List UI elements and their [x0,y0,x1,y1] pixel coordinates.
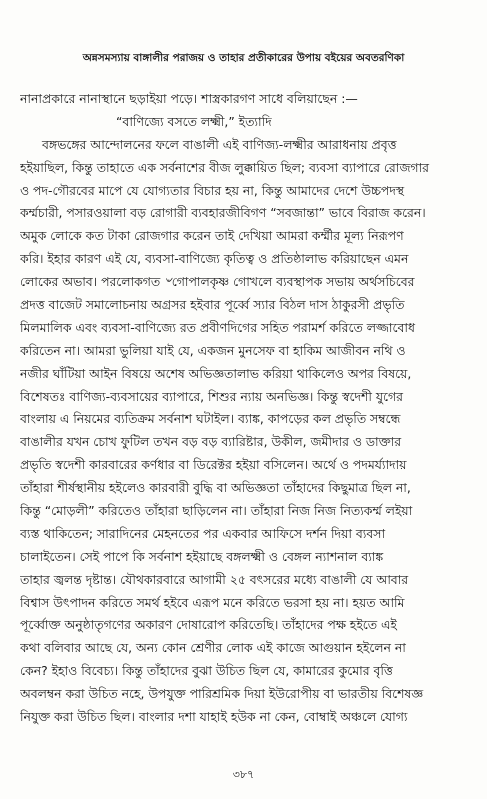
body-text [20,88,472,729]
text-line: হইয়াছিল, কিন্তু তাহাতে এক সর্বনাশের বীজ লুক্কায়িত ছিল; ব্যবসা ব্যাপারে রোজগার [20,159,429,175]
text-line: নানাপ্রকারে নানাস্থানে ছড়াইয়া পড়ে। শাস্ত্রকারগণ সাধে বলিয়াছেন :— [20,91,358,106]
text-line: প্রদত্ত বাজেট সমালোচনায় অগ্রসর হইবার পূর্ব্বে স্যার বিঠল দাস ঠাকুরসী প্রভৃতি [20,297,405,313]
text-line: নিযুক্ত করা উচিত ছিল। বাংলার দশা যাহাই হউক না কেন, বোম্বাই অঞ্চলে যোগ্য [20,709,408,725]
text-line: বাঙালীর যখন চোখ ফুটিল তখন বড় বড় ব্যারিষ্টার, উকীল, জমীদার ও ডাক্তার [20,434,402,450]
page-number: ৩৮৭ [232,768,255,781]
text-line: চালাইতেন। সেই পাপে কি সর্বনাশ হইয়াছে বঙ্গলক্ষ্মী ও বেঙ্গল ন্যাশনাল ব্যাঙ্ক [20,548,384,564]
text-line: পূর্ব্বোক্ত অনুষ্ঠাতৃগণের অকারণ দোষারোপ করিতেছি। তাঁহাদের পক্ষ হইতে এই [20,617,397,633]
text-line: বিশ্বাস উৎপাদন করিতে সমর্থ হইবে এরূপ মনে করিতে ভরসা হয় না। হয়ত আমি [20,594,405,610]
text-line: প্রভৃতি স্বদেশী কারবারের কর্ণধার বা ডিরেক্টর হইয়া বসিলেন। অর্থে ও পদমর্য্যাদায় [20,457,407,473]
text-line: কেন? ইহাও বিবেচ্য। কিন্তু তাঁহাদের বুঝা উচিত ছিল যে, কামারের কুমোর বৃত্তি [20,663,393,679]
text-line: বাংলায় এ নিয়মের ব্যতিক্রম সর্বনাশ ঘটাইল। ব্যাঙ্ক, কাপড়ের কল প্রভৃতি সম্বন্ধে [20,411,401,427]
text-line: করি। ইহার কারণ এই যে, ব্যবসা-বাণিজ্যে কৃতিত্ব ও প্রতিষ্ঠালাভ করিয়াছেন এমন [20,251,409,267]
text-line: অবলম্বন করা উচিত নহে, উপযুক্ত পারিশ্রমিক দিয়া ইউরোপীয় বা ভারতীয় বিশেষজ্ঞ [20,686,424,702]
text-line: অমুক লোকে কত টাকা রোজগার করেন তাই দেখিয়া আমরা কর্ম্মীর মূল্য নিরূপণ [20,228,404,244]
text-line: মিলমালিক এবং ব্যবসা-বাণিজ্যে রত প্রবীণদিগের সহিত পরামর্শ করিতে লজ্জাবোধ [20,319,415,335]
quoted-verse: “বাণিজ্যে বসতে লক্ষ্মী,” ইত্যাদি [116,113,272,129]
text-line: নজীর ঘাঁটিয়া আইন বিষয়ে অশেষ অভিজ্ঞতালাভ করিয়া থাকিলেও অপর বিষয়ে, [20,365,412,381]
text-line: ব্যস্ত থাকিতেন; সারাদিনের মেহনতের পর একবার আফিসে দর্শন দিয়া ব্যবসা [20,525,386,541]
text-line: কথা বলিবার আছে যে, অন্য কোন শ্রেণীর লোক এই কাজে আগুয়ান হইলেন না [20,640,406,656]
text-line: ও পদ-গৌরবের মাপে যে যোগ্যতার বিচার হয় না, কিন্তু আমাদের দেশে উচ্চপদস্থ [20,182,405,198]
paragraph-start: বঙ্গভঙ্গের আন্দোলনের ফলে বাঙালী এই বাণিজ্য-লক্ষ্মীর আরাধনায় প্রবৃত্ত [42,136,397,152]
running-header: অন্নসমস্যায় বাঙ্গালীর পরাজয় ও তাহার প্রতীকারের উপায় বইয়ের অবতরণিকা [82,52,405,64]
text-line: তাহার জ্বলন্ত দৃষ্টান্ত। যৌথকারবারে আগামী ২৫ বৎসরের মধ্যে বাঙালী যে আবার [20,571,409,587]
text-line: লোকের অভাব। পরলোকগত ৺গোপালকৃষ্ণ গোখলে ব্যবস্থাপক সভায় অর্থসচিবের [20,274,415,290]
text-line: কর্ম্মচারী, পসারওয়ালা বড় রোগারী ব্যবহারজীবিগণ “সবজান্তা” ভাবে বিরাজ করেন। [20,205,426,221]
text-line: বিশেষতঃ বাণিজ্য-ব্যবসায়ের ব্যাপারে, শিশুর ন্যায় অনভিজ্ঞ। কিন্তু স্বদেশী যুগের [20,388,403,404]
text-line: কিন্তু “মোড়লী” করিতেও তাঁহারা ছাড়িলেন না। তাঁহারা নিজ নিজ নিত্যকর্ম্ম লইয়া [20,503,413,519]
text-line: তাঁহারা শীর্ষস্থানীয় হইলেও কারবারী বুদ্ধি বা অভিজ্ঞতা তাঁহাদের কিছুমাত্র ছিল না, [20,480,411,496]
text-line: করিতেন না। আমরা ভুলিয়া যাই যে, একজন মুনসেফ বা হাকিম আজীবন নথি ও [20,342,406,358]
